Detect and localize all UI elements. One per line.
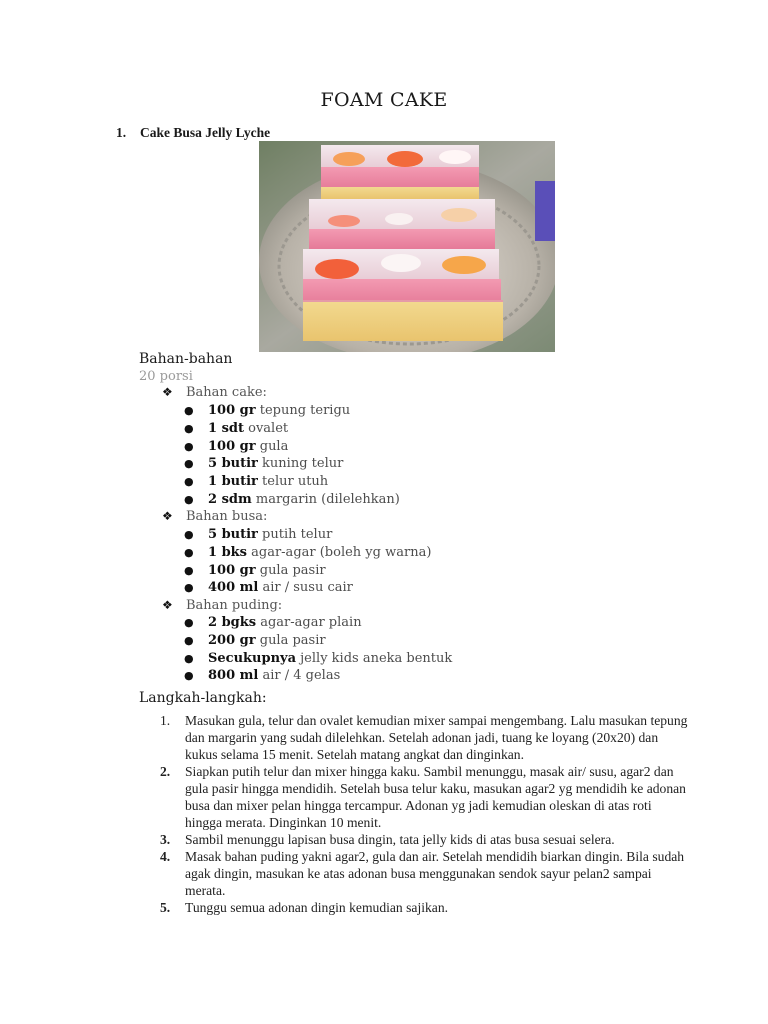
group-label: Bahan puding: (186, 598, 283, 613)
item-qty: 5 butir (208, 527, 258, 542)
item-qty: 100 gr (208, 403, 256, 418)
recipe-number: 1. (116, 125, 127, 140)
item-qty: 2 sdm (208, 491, 252, 507)
step-number: 4. (160, 849, 171, 864)
ingredient-group-pudding (162, 598, 282, 613)
item-text: air / susu cair (258, 580, 353, 596)
round-bullet-icon: ● (184, 421, 194, 435)
item-text: telur utuh (257, 474, 329, 490)
round-bullet-icon: ● (184, 563, 194, 577)
list-item (184, 544, 431, 562)
round-bullet-icon: ● (184, 633, 194, 647)
round-bullet-icon: ● (184, 616, 194, 629)
round-bullet-icon: ● (184, 439, 194, 453)
ingredient-list-pudding (184, 614, 452, 685)
diamond-bullet-icon: ❖ (162, 509, 173, 523)
round-bullet-icon: ● (184, 528, 194, 541)
list-item (184, 438, 400, 456)
step-number: 2. (160, 764, 171, 779)
list-item (184, 455, 400, 473)
step-text: Sambil menunggu lapisan busa dingin, tata jelly kids di atas busa sesuai selera. (185, 832, 615, 847)
ingredients-label: Bahan-bahan (139, 351, 233, 367)
diamond-bullet-icon: ❖ (162, 598, 173, 612)
item-text: margarin (dilelehkan) (251, 491, 400, 507)
list-item (184, 650, 452, 668)
step-text: Masukan gula, telur dan ovalet kemudian mixer sampai mengembang. Lalu masukan tepung dan margarin yang sudah dilelehkan. Setelah adonan jadi, tuang ke loyang (20x20) dan kukus selama 15 menit. Setelah matang angkat dan dinginkan. (185, 713, 688, 762)
list-item (184, 402, 400, 420)
item-qty: 800 ml (208, 668, 259, 684)
page-title: FOAM CAKE (320, 89, 448, 111)
item-qty: 1 bks (208, 544, 247, 560)
list-item (184, 562, 431, 580)
item-text: ovalet (244, 420, 289, 436)
ingredient-group-cake (162, 385, 267, 400)
recipe-name: Cake Busa Jelly Lyche (140, 125, 271, 140)
item-qty: 2 bgks (208, 615, 257, 630)
round-bullet-icon: ● (184, 669, 194, 683)
item-text: putih telur (257, 527, 333, 542)
item-qty: Secukupnya (208, 650, 297, 666)
item-text: gula pasir (255, 632, 326, 648)
item-qty: 1 butir (208, 474, 258, 490)
item-text: gula pasir (255, 562, 326, 578)
round-bullet-icon: ● (184, 545, 194, 559)
round-bullet-icon: ● (184, 581, 194, 595)
steps-label: Langkah-langkah: (139, 690, 267, 706)
steps-list (160, 712, 690, 916)
round-bullet-icon: ● (184, 457, 194, 471)
list-item (184, 579, 431, 597)
step-text: Siapkan putih telur dan mixer hingga kaku. Sambil menunggu, masak air/ susu, agar2 dan gula pasir hingga mendidih. Setelah busa telur kaku, masukan agar2 yg mendidih ke adonan busa dan mixer pelan hingga tercampur. Adonan yg jadi kemudian oleskan di atas roti hingga merata. Dinginkan 10 menit. (185, 764, 686, 830)
list-item (184, 473, 400, 491)
item-text: gula (255, 438, 289, 454)
item-text: agar-agar (boleh yg warna) (247, 544, 432, 560)
list-item (184, 491, 400, 509)
portion-text: 20 porsi (139, 369, 193, 384)
step-number: 1. (160, 713, 171, 728)
item-text: kuning telur (257, 456, 344, 472)
item-qty: 1 sdt (208, 420, 244, 436)
recipe-heading (116, 125, 270, 141)
step-number: 5. (160, 900, 171, 915)
step-item (160, 899, 690, 916)
item-qty: 5 butir (208, 456, 258, 472)
item-text: air / 4 gelas (258, 668, 341, 684)
ingredient-list-cake (184, 402, 400, 509)
list-item (184, 667, 452, 685)
step-item (160, 712, 690, 763)
round-bullet-icon: ● (184, 651, 194, 665)
ingredient-list-foam (184, 526, 431, 597)
group-label: Bahan busa: (186, 509, 268, 524)
item-text: tepung terigu (255, 403, 351, 418)
list-item (184, 614, 452, 632)
step-item (160, 831, 690, 848)
list-item (184, 526, 431, 544)
round-bullet-icon: ● (184, 404, 194, 417)
list-item (184, 420, 400, 438)
item-qty: 400 ml (208, 580, 259, 596)
group-label: Bahan cake: (186, 385, 267, 400)
item-qty: 200 gr (208, 632, 256, 648)
diamond-bullet-icon: ❖ (162, 385, 173, 399)
item-text: agar-agar plain (256, 615, 362, 630)
item-text: jelly kids aneka bentuk (296, 650, 453, 666)
cake-photo (259, 141, 555, 352)
step-text: Tunggu semua adonan dingin kemudian sajikan. (185, 900, 449, 915)
round-bullet-icon: ● (184, 492, 194, 506)
item-qty: 100 gr (208, 438, 256, 454)
step-number: 3. (160, 832, 171, 847)
list-item (184, 632, 452, 650)
ingredient-group-foam (162, 509, 267, 524)
step-item (160, 763, 690, 831)
round-bullet-icon: ● (184, 475, 194, 489)
item-qty: 100 gr (208, 562, 256, 578)
step-text: Masak bahan puding yakni agar2, gula dan air. Setelah mendidih biarkan dingin. Bila sudah agak dingin, masukan ke atas adonan busa menggunakan sendok sayur pelan2 sampai merata. (185, 849, 685, 898)
step-item (160, 848, 690, 899)
